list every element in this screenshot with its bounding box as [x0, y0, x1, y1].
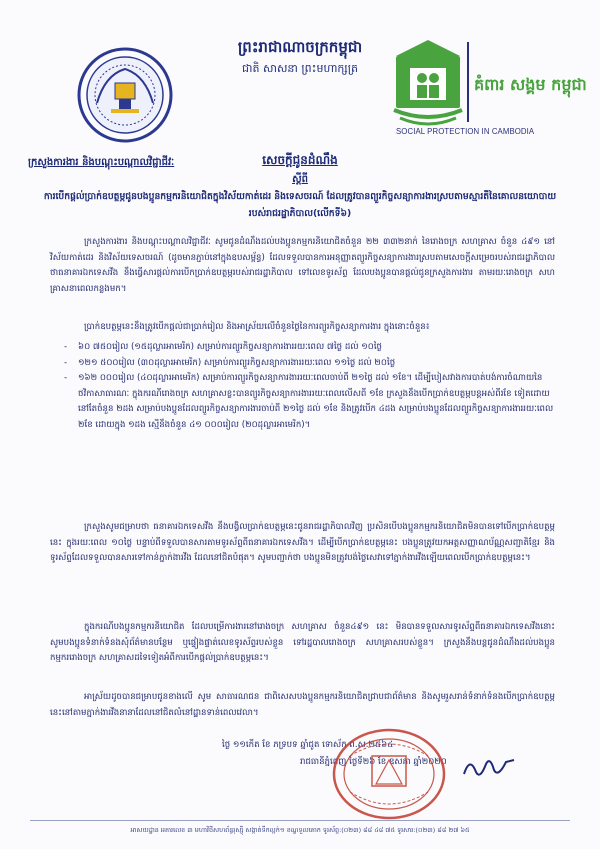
logo-text: គំពារ សង្គម កម្ពុជា	[474, 75, 587, 94]
footer-address: អាសយដ្ឋាន អគារលេខ ៣ មហាវិថីសហព័ន្ធរុស្ស៊ី សង្កាត់ទឹកល្អក់១ ខណ្ឌទួលគោក ទូរស័ព្ទ:(០២៣) ៨៨ ៤៨ ៧៥ ទូរសារ:(០២៣) ៨៨ ២៧ ៦៥	[130, 826, 470, 834]
allowance-item: - ៦០ ៧៥០រៀល (១៥ដុល្លារអាមេរិក) សម្រាប់ការព្យួរកិច្ចសន្យាការងាររយៈពេល ៧ថ្ងៃ ដល់ ១០ថ្ងៃ	[60, 340, 555, 356]
allowance-list	[60, 340, 555, 434]
logo-caption: SOCIAL PROTECTION IN CAMBODIA	[396, 127, 535, 136]
ministry-name: ក្រសួងការងារ និងបណ្តុះបណ្តាលវិជ្ជាជីវៈ	[28, 157, 175, 168]
paragraph-2: ប្រាក់ឧបត្ថម្ភនេះនឹងត្រូវបើកផ្តល់ជាប្រាក់រៀល និងអាស្រ័យលើចំនួនថ្ងៃនៃការព្យួរកិច្ចសន្យាការងារ ក្នុងនោះចំនួន៖	[84, 322, 430, 332]
kingdom-heading: ព្រះរាជាណាចក្រកម្ពុជា	[237, 38, 363, 56]
allowance-item: - ១២១ ៥០០រៀល (៣០ដុល្លារអាមេរិក) សម្រាប់ការព្យួរកិច្ចសន្យាការងាររយៈពេល ១១ថ្ងៃ ដល់ ២០ថ្ងៃ	[60, 356, 555, 372]
paragraph-1: ក្រសួងការងារ និងបណ្តុះបណ្តាលវិជ្ជាជីវៈ សូមជូនដំណឹងដល់បងប្អូនកម្មករនិយោជិតចំនួន ២២ ៣៣២នាក់ នៃរោងចក្រ សហគ្រាស ចំនួន ៤៩១ នៅវិស័យកាត់ដេរ និងវិស័យទេសចរណ៍ (ដូចមានភ្ជាប់នៅក្នុងឧបសម្ព័ន្ធ) ដែលទទួលបានការអនុញ្ញាតព្យួរកិច្ចសន្យាការងារស្របតាមសេចក្តីសម្រេចរបស់រាជរដ្ឋាភិបាល ថាធនាគារឯកទេសវីង នឹងធ្វើសារផ្តល់ការបើកប្រាក់ឧបត្ថម្ភរបស់រាជរដ្ឋាភិបាល ទៅលេខទូរស័ព្ទ ដែលបងប្អូនបានផ្តល់ជូនក្រសួងការងារ តាមរយៈរោងចក្រ សហគ្រាសនាពេលកន្លងមក។	[50, 237, 555, 294]
solar-date: រាជធានីភ្នំពេញ ថ្ងៃទី២៦ ខែ ឧសភា ឆ្នាំ២០២០	[300, 757, 447, 767]
notice-subtitle: ស្តីពី	[292, 174, 308, 185]
signature-icon	[460, 752, 520, 782]
lunar-date: ថ្ងៃ ១១កើត ខែ ភទ្របទ ឆ្នាំជូត ទោស័ក ព.ស.២៥៦៤	[222, 740, 394, 750]
paragraph-4: ក្នុងករណីបងប្អូនកម្មករនិយោជិត ដែលបម្រើការងារនៅរោងចក្រ សហគ្រាស ចំនួន៤៩១ នេះ មិនបានទទួលសារទូរស័ព្ទពីធនាគារឯកទេសវីងនោះ សូមបងប្អូនទំនាក់ទំនងសុំព័ត៌មានបន្ថែម ឬផ្ទៀងផ្ទាត់លេខទូរស័ព្ទរបស់ខ្លួន ទៅរដ្ឋបាលរោងចក្រ សហគ្រាសរបស់ខ្លួន។ ក្រសួងនឹងបន្តជូនដំណឹងដល់បងប្អូនកម្មកររោងចក្រ សហគ្រាសដទៃទៀតអំពីការបើកផ្តល់ប្រាក់ឧបត្ថម្ភនេះ។	[50, 622, 555, 664]
ministry-emblem-icon	[75, 45, 175, 145]
official-stamp-icon	[330, 726, 448, 822]
allowance-item: - ១៦២ ០០០រៀល (៤០ដុល្លារអាមេរិក) សម្រាប់ការព្យួរកិច្ចសន្យាការងាររយៈពេលចាប់ពី ២១ថ្ងៃ ដល់ ១ខែ។ ដើម្បីបៀសវាងការបាត់បង់ការចំណាយនៃថវិកាសាធារណៈ ក្នុងករណីរោងចក្រ សហគ្រាសខ្លះបានព្យួរកិច្ចសន្យាការងាររយៈពេលលើសពី ១ខែ ក្រសួងនឹងបើកប្រាក់ឧបត្ថម្ភបន្តអស់ពីរខែ ទៀតដោយនៅតែចំនួន ២ដង សម្រាប់បងប្អូនដែលព្យួរកិច្ចសន្យាការងារចាប់ពី ២១ថ្ងៃ ដល់ ១ខែ និងត្រូវបើក ៤ដង សម្រាប់បងប្អូនដែលព្យួរកិច្ចសន្យាការងាររយៈពេល ២ខែ ដោយក្នុង ១ដង ស្មើនឹងចំនួន ៤១ ០០០រៀល (២០ដុល្លារអាមេរិក)។	[60, 371, 555, 433]
paragraph-5: អាស្រ័យដូចបានជម្រាបជូនខាងលើ សូម សាធារណជន ជាពិសេសបងប្អូនកម្មករនិយោជិតជ្រាបជាព័ត៌មាន និងសូមរួសរាន់ទំនាក់ទំនងបើកប្រាក់ឧបត្ថម្ភនេះនៅតាមភ្នាក់ងារវីងនានាដែលនៅជិតលំនៅដ្ឋានទាន់ពេលវេលា។	[50, 692, 555, 718]
notice-title: សេចក្តីជូនដំណឹង	[262, 153, 338, 167]
footer-divider	[30, 820, 570, 821]
national-motto: ជាតិ សាសនា ព្រះមហាក្សត្រ	[242, 62, 358, 75]
notice-subject: ការបើកផ្តល់ប្រាក់ឧបត្ថម្ភជូនបងប្អូនកម្មករនិយោជិតក្នុងវិស័យកាត់ដេរ និងទេសចរណ៍ ដែលត្រូវបានព្យួរកិច្ចសន្យាការងារស្របតាមស្មារតីនៃគោលនយោបាយរបស់រាជរដ្ឋាភិបាល(លើកទី៦)	[43, 191, 557, 219]
paragraph-3: ក្រសួងសូមជម្រាបថា ធនាគារឯកទេសវីង នឹងបង្វិលប្រាក់ឧបត្ថម្ភនេះជូនរាជរដ្ឋាភិបាលវិញ ប្រសិនបើបងប្អូនកម្មករនិយោជិតមិនបានទៅបើកប្រាក់ឧបត្ថម្ភនេះ ក្នុងរយៈពេល ១០ថ្ងៃ បន្ទាប់ពីទទួលបានសារតាមទូរស័ព្ទពីធនាគារឯកទេសវីង។ ដើម្បីបើកប្រាក់ឧបត្ថម្ភនេះ បងប្អូនត្រូវយកអត្តសញ្ញាណប័ណ្ណសញ្ជាតិខ្មែរ និងទូរស័ព្ទដែលទទួលបានសារទៅកាន់ភ្នាក់ងារវីង ដែលនៅជិតបំផុត។ សូមបញ្ជាក់ថា បងប្អូនមិនត្រូវបង់ថ្លៃសេវាទៅភ្នាក់ងារវីងឡើយពេលបើកប្រាក់ឧបត្ថម្ភនេះ។	[50, 522, 555, 564]
